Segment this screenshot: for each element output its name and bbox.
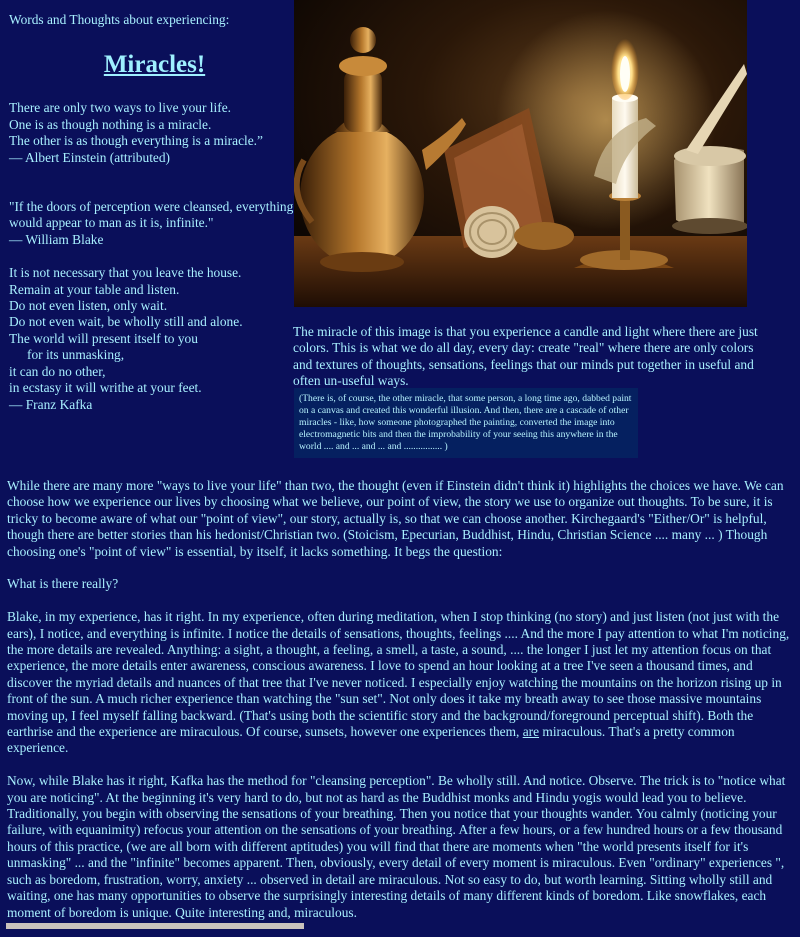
quote-attribution: — William Blake — [9, 231, 104, 247]
kafka-quote — [9, 265, 294, 413]
underlined-word: are — [522, 724, 540, 740]
quote-line: Do not even listen, only wait. — [9, 298, 168, 314]
still-life-painting-image — [294, 0, 747, 307]
paragraph: What is there really? — [7, 576, 119, 592]
paragraph: While there are many more "ways to live your life" than two, the thought (even if Einstein didn't think it) highlights the choices we have. We can choose how we experience our lives by choosing what we believe, our point of view, the story we use to organize out thoughts. To be sure, it is tricky to become aware of what our "point of view", our story, actually is, so that we can choose another. Kirchegaard's "Either/Or" is helpful, though there are better stories than his hedonist/Christian two. (Stoicism, Epecurian, Buddhist, Hindu, Christian Science .... many ... ) Though choosing one's "point of view" is essential, by itself, it lacks something. It begs the question: — [7, 478, 784, 559]
still-life-painting — [294, 0, 747, 307]
main-text — [7, 478, 793, 937]
quote-attribution: — Franz Kafka — [9, 396, 93, 412]
quote-line: One is as though nothing is a miracle. — [9, 116, 212, 132]
quote-line: Remain at your table and listen. — [9, 281, 180, 297]
quote-line: in ecstasy it will writhe at your feet. — [9, 380, 202, 396]
paragraph — [7, 609, 793, 757]
paragraph-text: Blake, in my experience, has it right. In my experience, often during meditation, when I stop thinking (no story) and just listen (not just with the ears), I notice, and everything is infinite. I notice the details of sensations, thoughts, feelings .... And the more I pay attention to what I'm noticing, the more details are revealed. Anything: a sight, a thought, a feeling, a smell, a taste, a sound, .... the longer I just let my attention focus on that experience, the more details enter awareness, conscious awareness. I love to spend an hour looking at a tree I've seen a thousand times, and discover the myriad details and nuances of that tree that I've never noticed. I especially enjoy watching the mountains on the horizon rising up in front of the sun. A much richer experience than watching the "sun set". Not only does it take my breath away to see those massive mountains moving up, I feel myself falling backward. (That's using both the scientific story and the background/foreground perceptual shift). Both the earthrise and the experience are miraculous. Of course, sunsets, however one experiences them, — [7, 609, 790, 740]
blake-quote — [9, 199, 294, 248]
quote-text: "If the doors of perception were cleansed, everything would appear to man as it is, infinite." — [9, 199, 294, 231]
quote-line: It is not necessary that you leave the house. — [9, 265, 242, 281]
intro-line: Words and Thoughts about experiencing: — [9, 12, 230, 27]
left-column — [9, 12, 294, 413]
quote-line: There are only two ways to live your life. — [9, 100, 231, 116]
bottom-image-edge — [6, 923, 304, 929]
quote-line: Do not even wait, be wholly still and alone. — [9, 314, 243, 330]
page-title: Miracles! — [103, 51, 206, 79]
painting-note: (There is, of course, the other miracle, that some person, a long time ago, dabbed paint on a canvas and created this wonderful illusion. And then, there are a cascade of other miracles - like, how someone photographed the painting, converted the image into electromagnetic bits and then the improbability of your seeing this anywhere in the world .... and ... and ... and ................ ) — [294, 388, 638, 458]
image-caption: The miracle of this image is that you experience a candle and light where there are just colors. This is what we do all day, every day: create "real" where there are only colors and textures of thoughts, sensations, feelings that our minds put together in useful and often un-useful ways. — [293, 324, 758, 389]
paragraph: Now, while Blake has it right, Kafka has the method for "cleansing perception". Be wholly still. And notice. Observe. The trick is to "notice what you are noticing". At the beginning it's very hard to do, but not as hard as the Buddhist monks and Hindu yogis would lead you to believe. Traditionally, you begin with observing the sensations of your breathing. Then you notice that your thoughts wander. You calmly (noticing your failure, with equanimity) refocus your attention on the sensations of your breathing. After a few hours, or a few hundred hours or a few thousand hours of this practice, (we are all born with different aptitudes) you will find that there are moments when "the world presents itself for it's unmasking" ... and the "infinite" becomes apparent. Then, obviously, every detail of every moment is miraculous. Even "ordinary" experiences ", such as boredom, frustration, worry, anxiety ... observed in detail are miraculous. Not so easy to do, but worth learning. Sitting wholly still and waiting, one has many opportunities to observe the surprisingly interesting details of many different kinds of boredom. Like snowflakes, each moment of boredom is unique. Quite interesting and, miraculous. — [7, 773, 786, 920]
paragraph-text: miraculous. That's a pretty common experience. — [7, 724, 735, 756]
quote-line: The world will present itself to you — [9, 330, 198, 346]
einstein-quote — [9, 100, 294, 166]
quote-line: The other is as though everything is a miracle.” — [9, 133, 263, 149]
quote-line: for its unmasking, — [27, 347, 125, 363]
quote-line: it can do no other, — [9, 363, 106, 379]
quote-attribution: — Albert Einstein (attributed) — [9, 149, 171, 165]
